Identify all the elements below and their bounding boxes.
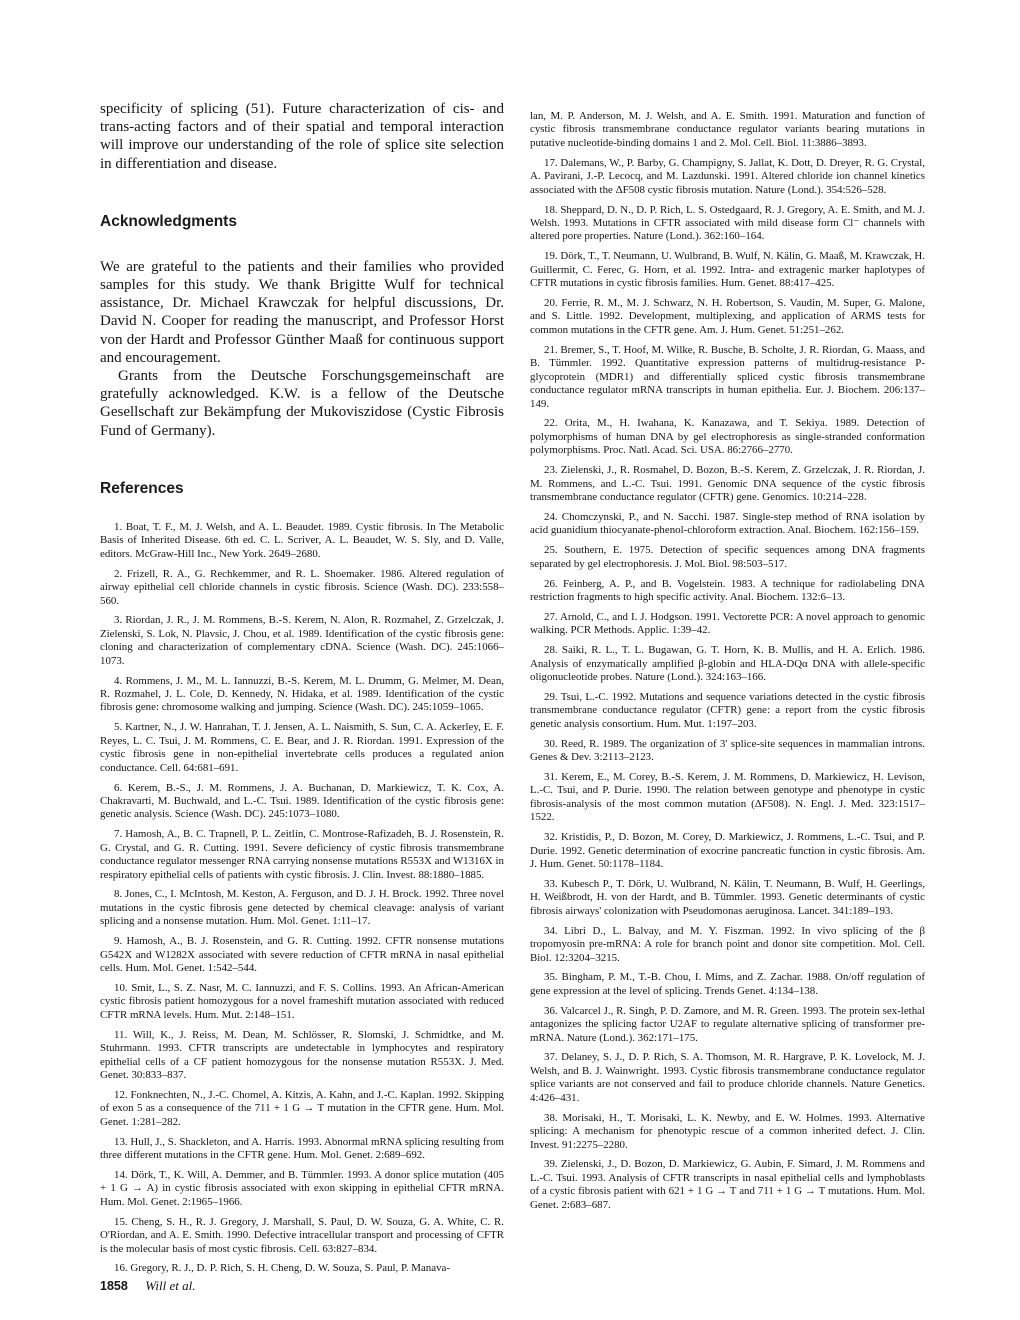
reference-item: 13. Hull, J., S. Shackleton, and A. Harris. 1993. Abnormal mRNA splicing resulting from three different mutations in the CFTR gene. Hum. Mol. Genet. 2:689–692. [100,1135,504,1162]
reference-item: 22. Orita, M., H. Iwahana, K. Kanazawa, and T. Sekiya. 1989. Detection of polymorphisms of human DNA by gel electrophoresis as single-stranded conformation polymorphisms. Proc. Natl. Acad. Sci. USA. 86:2766–2770. [530,417,925,457]
reference-item: 38. Morisaki, H., T. Morisaki, L. K. Newby, and E. W. Holmes. 1993. Alternative splicing: A mechanism for phenotypic rescue of a common inherited defect. J. Clin. Invest. 91:2275–2280. [530,1111,925,1151]
reference-item: 1. Boat, T. F., M. J. Welsh, and A. L. Beaudet. 1989. Cystic fibrosis. In The Metabolic Basis of Inherited Disease. 6th ed. C. L. Scriver, A. L. Beaudet, W. S. Sly, and D. Valle, editors. McGraw-Hill Inc., New York. 2649–2680. [100,520,504,560]
reference-item: 31. Kerem, E., M. Corey, B.-S. Kerem, J. M. Rommens, D. Markiewicz, H. Levison, L.-C. Tsui, and P. Durie. 1990. The relation between genotype and phenotype in cystic fibrosis-analysis of the most common mutation (ΔF508). N. Engl. J. Med. 323:1517–1522. [530,770,925,824]
left-column [100,100,504,1282]
reference-item: 25. Southern, E. 1975. Detection of specific sequences among DNA fragments separated by gel electrophoresis. J. Mol. Biol. 98:503–517. [530,544,925,570]
reference-item: 37. Delaney, S. J., D. P. Rich, S. A. Thomson, M. R. Hargrave, P. K. Lovelock, M. J. Welsh, and B. J. Wainwright. 1993. Cystic fibrosis transmembrane conductance regulator splice variants are not conserved and fail to produce chloride channels. Nature Genetics. 4:426–431. [530,1051,925,1104]
reference-item: 4. Rommens, J. M., M. L. Iannuzzi, B.-S. Kerem, M. L. Drumm, G. Melmer, M. Dean, R. Rozmahel, J. L. Cole, D. Kennedy, N. Hidaka, et al. 1989. Identification of the cystic fibrosis gene: chromosome walking and jumping. Science (Wash. DC). 245:1059–1065. [100,674,504,714]
reference-item: 28. Saiki, R. L., T. L. Bugawan, G. T. Horn, K. B. Mullis, and H. A. Erlich. 1986. Analysis of enzymatically amplified β-globin and HLA-DQα DNA with allele-specific oligonucleotide probes. Nature (Lond.). 324:163–166. [530,644,925,683]
reference-item: 39. Zielenski, J., D. Bozon, D. Markiewicz, G. Aubin, F. Simard, J. M. Rommens and L.-C. Tsui. 1993. Analysis of CFTR transcripts in nasal epithelial cells and lymphoblasts of a cystic fibrosis patient with 621 + 1 G → T and 711 + 1 G → T mutations. Hum. Mol. Genet. 2:683–687. [530,1158,925,1211]
reference-item: 16. Gregory, R. J., D. P. Rich, S. H. Cheng, D. W. Souza, S. Paul, P. Manava- [114,1262,450,1275]
reference-item: 24. Chomczynski, P., and N. Sacchi. 1987. Single-step method of RNA isolation by acid guanidium thiocyanate-phenol-chloroform extraction. Anal. Biochem. 162:156–159. [530,510,925,537]
references-heading: References [100,479,184,497]
reference-item: 7. Hamosh, A., B. C. Trapnell, P. L. Zeitlin, C. Montrose-Rafizadeh, B. J. Rosenstein, R. G. Crystal, and G. R. Cutting. 1991. Severe deficiency of cystic fibrosis transmembrane conductance regulator messenger RNA carrying nonsense mutations R553X and W1316X in respiratory epithelial cells of patients with cystic fibrosis. J. Clin. Invest. 88:1880–1885. [100,828,504,881]
reference-item: 15. Cheng, S. H., R. J. Gregory, J. Marshall, S. Paul, D. W. Souza, G. A. White, C. R. O'Riordan, and A. E. Smith. 1990. Defective intracellular transport and processing of CFTR is the molecular basis of most cystic fibrosis. Cell. 63:827–834. [100,1215,504,1255]
reference-item: lan, M. P. Anderson, M. J. Welsh, and A. E. Smith. 1991. Maturation and function of cystic fibrosis transmembrane conductance regulator variants bearing mutations in putative nucleotide-binding domains 1 and 2. Mol. Cell. Biol. 11:3886–3893. [530,110,925,149]
page-footer [100,1278,196,1294]
reference-item: 21. Bremer, S., T. Hoof, M. Wilke, R. Busche, B. Scholte, J. R. Riordan, G. Maass, and B. Tümmler. 1992. Quantitative expression patterns of multidrug-resistance P-glycoprotein (MDR1) and differentially spliced cystic fibrosis transmembrane conductance regulator mRNA transcripts in human epithelia. Eur. J. Biochem. 206:137–149. [530,343,925,410]
reference-item: 9. Hamosh, A., B. J. Rosenstein, and G. R. Cutting. 1992. CFTR nonsense mutations G542X and W1282X associated with severe reduction of CFTR mRNA in nasal epithelial cells. Hum. Mol. Genet. 1:542–544. [100,935,504,975]
reference-item: 35. Bingham, P. M., T.-B. Chou, I. Mims, and Z. Zachar. 1988. On/off regulation of gene expression at the level of splicing. Trends Genet. 4:134–138. [530,971,925,997]
reference-item: 14. Dörk, T., K. Will, A. Demmer, and B. Tümmler. 1993. A donor splice mutation (405 + 1 G → A) in cystic fibrosis associated with exon skipping in epithelial CFTR mRNA. Hum. Mol. Genet. 2:1965–1966. [100,1168,504,1208]
reference-item: 20. Ferrie, R. M., M. J. Schwarz, N. H. Robertson, S. Vaudin, M. Super, G. Malone, and S. Little. 1992. Development, multiplexing, and application of ARMS tests for common mutations in the CFTR gene. Am. J. Hum. Genet. 51:251–262. [530,297,925,336]
reference-item: 23. Zielenski, J., R. Rosmahel, D. Bozon, B.-S. Kerem, Z. Grzelczak, J. R. Riordan, J. M. Rommens, and L.-C. Tsui. 1991. Genomic DNA sequence of the cystic fibrosis transmembrane conductance regulator (CFTR) gene. Genomics. 10:214–228. [530,464,925,504]
reference-item: 26. Feinberg, A. P., and B. Vogelstein. 1983. A technique for radiolabeling DNA restriction fragments to high specific activity. Anal. Biochem. 132:6–13. [530,577,925,603]
reference-item: 29. Tsui, L.-C. 1992. Mutations and sequence variations detected in the cystic fibrosis transmembrane conductance regulator (CFTR) gene: a report from the cystic fibrosis genetic analysis consortium. Hum. Mut. 1:197–203. [530,690,925,730]
reference-item: 36. Valcarcel J., R. Singh, P. D. Zamore, and M. R. Green. 1993. The protein sex-lethal antagonizes the splicing factor U2AF to regulate alternative splicing of transformer pre-mRNA. Nature (Lond.). 362:171–175. [530,1004,925,1044]
reference-item: 10. Smit, L., S. Z. Nasr, M. C. Iannuzzi, and F. S. Collins. 1993. An African-American cystic fibrosis patient homozygous for a novel frameshift mutation associated with reduced CFTR mRNA levels. Hum. Mut. 2:148–151. [100,981,504,1021]
reference-list-right [530,110,925,1212]
reference-item: 33. Kubesch P., T. Dörk, U. Wulbrand, N. Kälin, T. Neumann, B. Wulf, H. Geerlings, H. Weißbrodt, H. von der Hardt, and B. Tümmler. 1993. Genetic determinants of cystic fibrosis airways' colonization with Pseudomonas aeruginosa. Lancet. 341:189–193. [530,877,925,917]
acknowledgments-heading: Acknowledgments [100,212,237,230]
intro-paragraph: specificity of splicing (51). Future characterization of cis- and trans-acting factors and of their spatial and temporal interaction will improve our understanding of the role of splice site selection in differentiation and disease. [100,101,504,172]
reference-item: 8. Jones, C., I. McIntosh, M. Keston, A. Ferguson, and D. J. H. Brock. 1992. Three novel mutations in the cystic fibrosis gene detected by chemical cleavage: analysis of variant splicing and a nonsense mutation. Hum. Mol. Genet. 1:11–17. [100,888,504,928]
right-column [530,110,925,1219]
reference-item: 11. Will, K., J. Reiss, M. Dean, M. Schlösser, R. Slomski, J. Schmidtke, and M. Stuhrmann. 1993. CFTR transcripts are undetectable in lymphocytes and respiratory epithelial cells of a CF patient homozygous for the nonsense mutation R553X. J. Med. Genet. 30:833–837. [100,1028,504,1082]
reference-item: 6. Kerem, B.-S., J. M. Rommens, J. A. Buchanan, D. Markiewicz, T. K. Cox, A. Chakravarti, M. Buchwald, and L.-C. Tsui. 1989. Identification of the cystic fibrosis gene: genetic analysis. Science (Wash. DC). 245:1073–1080. [100,781,504,821]
page-number: 1858 [100,1279,128,1293]
acknowledgments-paragraph: Grants from the Deutsche Forschungsgemeinschaft are gratefully acknowledged. K.W. is a fellow of the Deutsche Gesellschaft zur Bekämpfung der Mukoviszidose (Cystic Fibrosis Fund of Germany). [100,368,504,439]
acknowledgments-body [100,258,504,440]
reference-item: 17. Dalemans, W., P. Barby, G. Champigny, S. Jallat, K. Dott, D. Dreyer, R. G. Crystal, A. Pavirani, J.-P. Lecocq, and M. Lazdunski. 1991. Altered chloride ion channel kinetics associated with the ΔF508 cystic fibrosis mutation. Nature (Lond.). 354:526–528. [530,156,925,196]
acknowledgments-paragraph: We are grateful to the patients and their families who provided samples for this study. We thank Brigitte Wulf for technical assistance, Dr. Michael Krawczak for helpful discussions, Dr. David N. Cooper for reading the manuscript, and Professor Horst von der Hardt and Professor Günther Maaß for continuous support and encouragement. [100,258,504,366]
reference-item: 27. Arnold, C., and I. J. Hodgson. 1991. Vectorette PCR: A novel approach to genomic walking. PCR Methods. Applic. 1:39–42. [530,610,925,637]
reference-list-left [100,521,504,1276]
reference-item: 19. Dörk, T., T. Neumann, U. Wulbrand, B. Wulf, N. Kälin, G. Maaß, M. Krawczak, H. Guillermit, C. Ferec, G. Horn, et al. 1992. Intra- and extragenic marker haplotypes of CFTR mutations in cystic fibrosis families. Hum. Genet. 88:417–425. [530,250,925,290]
running-head: Will et al. [145,1278,196,1293]
reference-item: 34. Libri D., L. Balvay, and M. Y. Fiszman. 1992. In vivo splicing of the β tropomyosin pre-mRNA: A role for branch point and donor site competition. Mol. Cell. Biol. 12:3204–3215. [530,924,925,964]
reference-item: 2. Frizell, R. A., G. Rechkemmer, and R. L. Shoemaker. 1986. Altered regulation of airway epithelial cell chloride channels in cystic fibrosis. Science (Wash. DC). 233:558–560. [100,567,504,607]
reference-item: 12. Fonknechten, N., J.-C. Chomel, A. Kitzis, A. Kahn, and J.-C. Kaplan. 1992. Skipping of exon 5 as a consequence of the 711 + 1 G → T mutation in the CFTR gene. Hum. Mol. Genet. 1:281–282. [100,1088,504,1128]
reference-item: 18. Sheppard, D. N., D. P. Rich, L. S. Ostedgaard, R. J. Gregory, A. E. Smith, and M. J. Welsh. 1993. Mutations in CFTR associated with mild disease form Cl⁻ channels with altered pore properties. Nature (Lond.). 362:160–164. [530,203,925,243]
reference-item: 32. Kristidis, P., D. Bozon, M. Corey, D. Markiewicz, J. Rommens, L.-C. Tsui, and P. Durie. 1992. Genetic determination of exocrine pancreatic function in cystic fibrosis. Am. J. Hum. Genet. 50:1178–1184. [530,831,925,870]
reference-item: 3. Riordan, J. R., J. M. Rommens, B.-S. Kerem, N. Alon, R. Rozmahel, Z. Grzelczak, J. Zielenski, S. Lok, N. Plavsic, J. Chou, et al. 1989. Identification of the cystic fibrosis gene: cloning and characterization of complementary cDNA. Science (Wash. DC). 245:1066–1073. [100,614,504,667]
reference-item: 5. Kartner, N., J. W. Hanrahan, T. J. Jensen, A. L. Naismith, S. Sun, C. A. Ackerley, E. F. Reyes, L. C. Tsui, J. M. Rommens, C. E. Bear, and J. R. Riordan. 1991. Expression of the cystic fibrosis gene in non-epithelial invertebrate cells produces a regulated anion conductance. Cell. 64:681–691. [100,721,504,774]
reference-item: 30. Reed, R. 1989. The organization of 3′ splice-site sequences in mammalian introns. Genes & Dev. 3:2113–2123. [530,737,925,764]
